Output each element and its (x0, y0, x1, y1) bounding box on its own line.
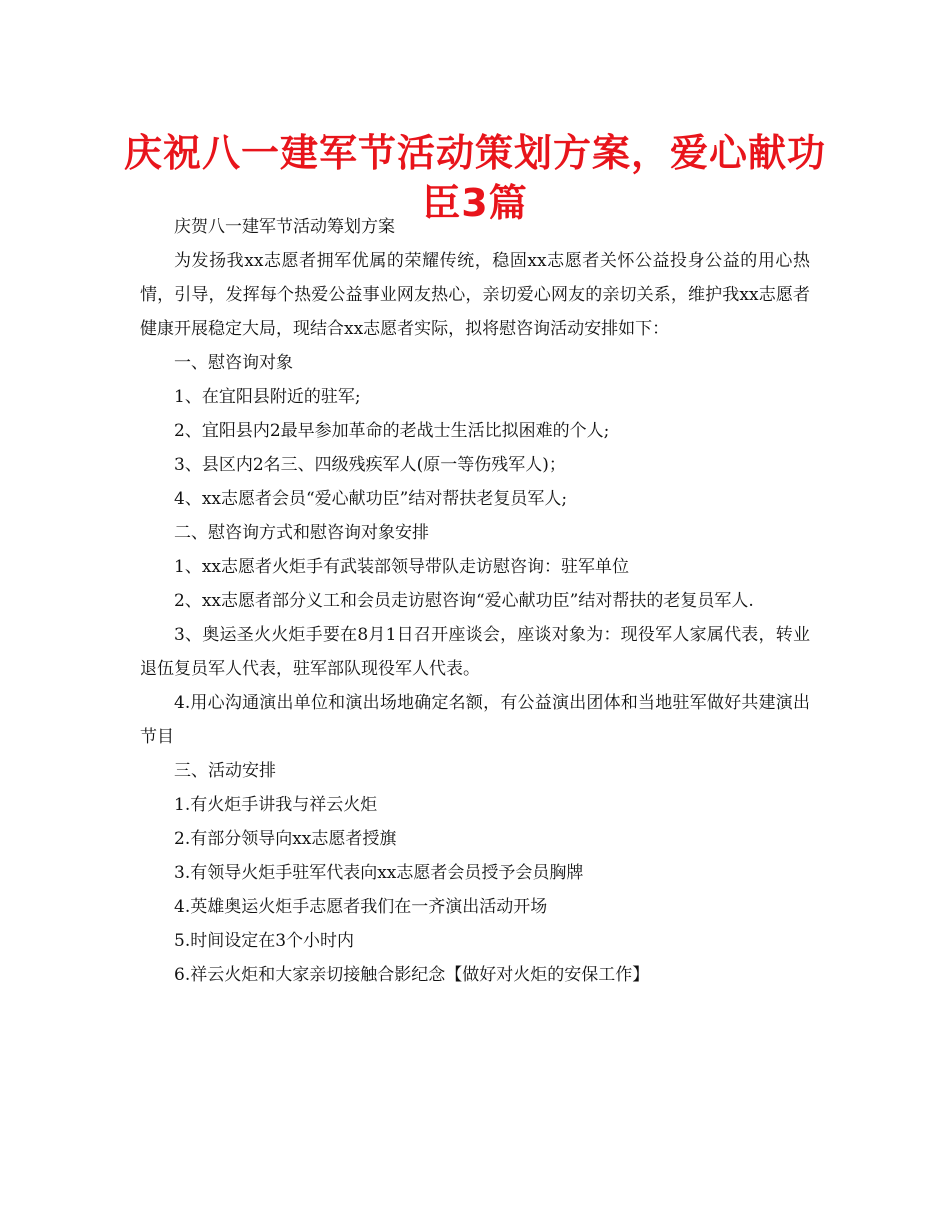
list-item: 2、宜阳县内2最早参加革命的老战士生活比拟困难的个人; (174, 421, 610, 441)
list-item: 4.英雄奥运火炬手志愿者我们在一齐演出活动开场 (174, 897, 548, 917)
list-item: 5.时间设定在3个小时内 (174, 931, 355, 951)
section-heading-3: 三、活动安排 (174, 761, 276, 781)
paragraph-intro: 为发扬我xx志愿者拥军优属的荣耀传统，稳固xx志愿者关怀公益投身公益的用心热情，引导，发挥每个热爱公益事业网友热心，亲切爱心网友的亲切关系，维护我xx志愿者健康开展稳定大局，现结合xx志愿者实际，拟将慰咨询活动安排如下： (140, 251, 810, 339)
document-body (140, 210, 810, 992)
section-heading-2: 二、慰咨询方式和慰咨询对象安排 (174, 523, 429, 543)
list-item: 4、xx志愿者会员“爱心献功臣”结对帮扶老复员军人; (174, 489, 568, 509)
list-item: 2、xx志愿者部分义工和会员走访慰咨询“爱心献功臣”结对帮扶的老复员军人. (174, 591, 754, 611)
list-item: 3、奥运圣火火炬手要在8月1日召开座谈会，座谈对象为：现役军人家属代表，转业退伍复员军人代表，驻军部队现役军人代表。 (140, 625, 810, 679)
paragraph-subtitle: 庆贺八一建军节活动筹划方案 (174, 217, 395, 237)
list-item: 2.有部分领导向xx志愿者授旗 (174, 829, 397, 849)
list-item: 1、在宜阳县附近的驻军; (174, 387, 361, 407)
section-heading-1: 一、慰咨询对象 (174, 353, 293, 373)
list-item: 1、xx志愿者火炬手有武装部领导带队走访慰咨询：驻军单位 (174, 557, 629, 577)
list-item: 6.祥云火炬和大家亲切接触合影纪念【做好对火炬的安保工作】 (174, 965, 650, 985)
document-title: 庆祝八一建军节活动策划方案，爱心献功臣3篇 (123, 131, 826, 225)
list-item: 3.有领导火炬手驻军代表向xx志愿者会员授予会员胸牌 (174, 863, 584, 883)
list-item: 1.有火炬手讲我与祥云火炬 (174, 795, 378, 815)
list-item: 4.用心沟通演出单位和演出场地确定名额，有公益演出团体和当地驻军做好共建演出节目 (140, 693, 810, 747)
list-item: 3、县区内2名三、四级残疾军人(原一等伤残军人)； (174, 455, 566, 475)
